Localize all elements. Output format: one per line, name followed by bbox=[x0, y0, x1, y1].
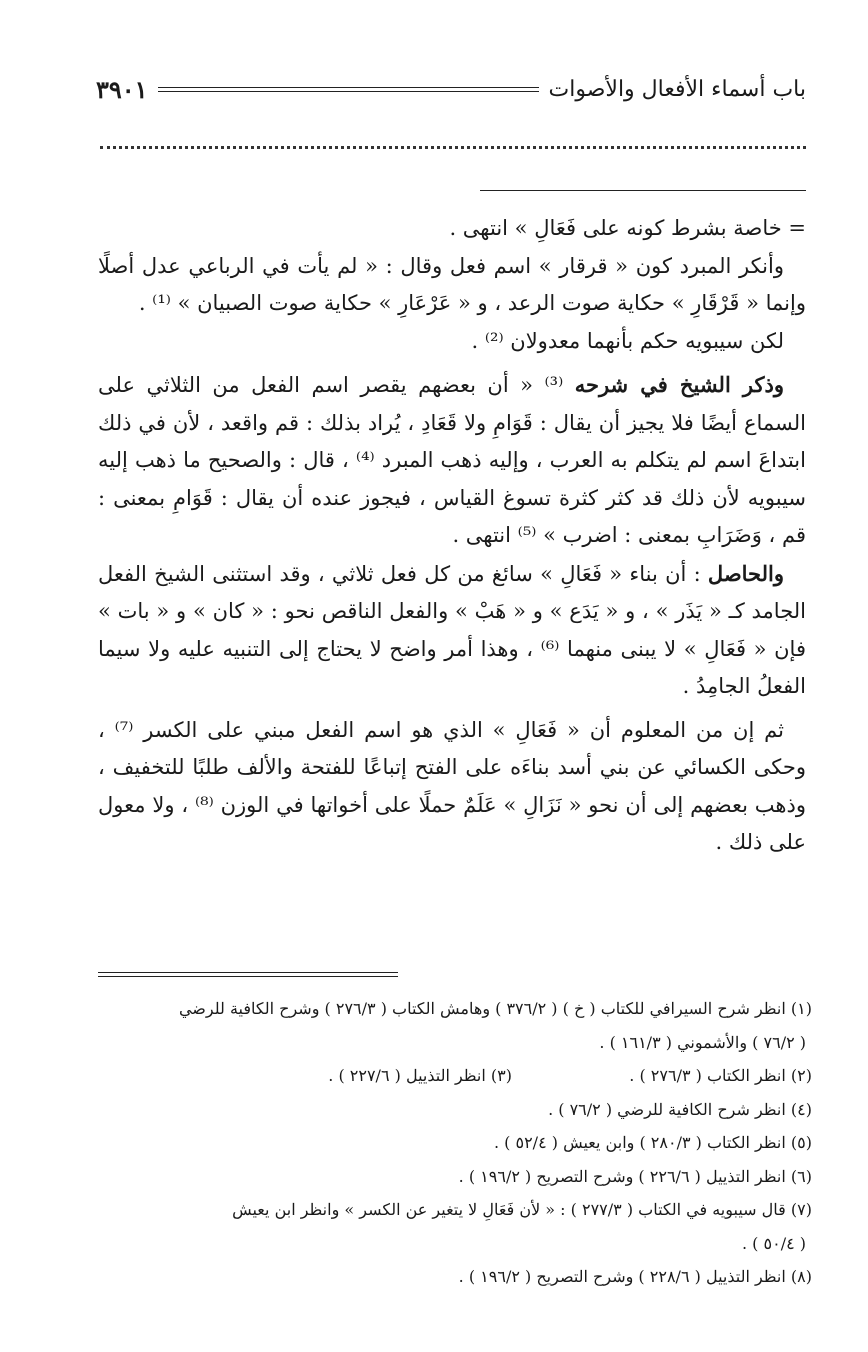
continuation-rule bbox=[480, 190, 806, 191]
dotted-separator bbox=[100, 146, 806, 149]
page-header bbox=[96, 72, 806, 106]
footnote-7: (٧) قال سيبويه في الكتاب ( ٢٧٧/٣ ) : « لأن فَعَالِ لا يتغير عن الكسر » وانظر ابن يعيش bbox=[232, 1200, 812, 1219]
footnote-5: (٥) انظر الكتاب ( ٢٨٠/٣ ) وابن يعيش ( ٥٢/٤ ) . bbox=[493, 1133, 812, 1152]
page-number: ٣٩٠١ bbox=[96, 74, 148, 104]
paragraph-lead: وذكر الشيخ في شرحه bbox=[574, 372, 784, 397]
footnote-1: (١) انظر شرح السيرافي للكتاب ( خ ) ( ٣٧٦/٢ ) وهامش الكتاب ( ٢٧٦/٣ ) وشرح الكافية للرضي bbox=[178, 999, 812, 1018]
paragraph-lead: والحاصل bbox=[707, 560, 784, 586]
footnote-6: (٦) انظر التذييل ( ٢٢٦/٦ ) وشرح التصريح ( ١٩٦/٢ ) . bbox=[458, 1166, 812, 1186]
footnote-rule bbox=[98, 972, 398, 977]
chapter-title: باب أسماء الأفعال والأصوات bbox=[548, 76, 806, 102]
continued-footnote-line: = خاصة بشرط كونه على فَعَالِ » انتهى . bbox=[449, 216, 806, 240]
footnote-8: (٨) انظر التذييل ( ٢٢٨/٦ ) وشرح التصريح ( ١٩٦/٢ ) . bbox=[458, 1267, 812, 1286]
paragraph-shaykh bbox=[98, 366, 806, 555]
footnote-4: (٤) انظر شرح الكافية للرضي ( ٧٦/٢ ) . bbox=[548, 1099, 812, 1119]
footnotes-2-3 bbox=[98, 1059, 812, 1093]
footnote-3: (٣) انظر التذييل ( ٢٢٧/٦ ) . bbox=[328, 1066, 512, 1085]
footnote-2: (٢) انظر الكتاب ( ٢٧٦/٣ ) . bbox=[629, 1066, 812, 1085]
paragraph-summary bbox=[98, 555, 806, 706]
header-rule bbox=[158, 87, 539, 92]
paragraph-text: : أن بناء « فَعَالِ » سائغ من كل فعل ثلاثي ، وقد استثنى الشيخ الفعل الجامد كـ « يَذَر » ، و « يَدَع » و « هَبْ » والفعل الناقص نحو : « كان » و « بات » فإن « فَعَالِ » لا يبنى منهما ⁽⁶⁾ ، وهذا أمر واضح لا يحتاج إلى التنبيه عليه ولا سيما الفعلُ الجامِدُ . bbox=[98, 561, 806, 698]
paragraph-kasr: ثم إن من المعلوم أن « فَعَالِ » الذي هو اسم الفعل مبني على الكسر ⁽⁷⁾ ، وحكى الكسائي عن بني أسد بناءَه على الفتح إتباعًا للفتحة والألف طلبًا للتخفيف ، وذهب بعضهم إلى أن نحو « نَزَالِ » عَلَمٌ حملًا على أخواتها في الوزن ⁽⁸⁾ ، ولا معول على ذلك . bbox=[98, 717, 806, 854]
paragraph-sibawayh: لكن سيبويه حكم بأنهما معدولان ⁽²⁾ . bbox=[471, 328, 784, 353]
footnote-7-continued: ( ٥٠/٤ ) . bbox=[742, 1233, 806, 1253]
footnotes bbox=[98, 992, 812, 1294]
paragraph-text: ⁽³⁾ « أن بعضهم يقصر اسم الفعل من الثلاثي على السماع أيضًا فلا يجيز أن يقال : قَوَامِ ولا قَعَادِ ، يُراد بذلك : قم واقعد ، لأن في ذلك ابتداعَ اسم لم يتكلم به العرب ، وإليه ذهب المبرد ⁽⁴⁾ ، قال : والصحيح ما ذهب إليه سيبويه لأن ذلك قد كثر كثرة تسوغ القياس ، فيجوز عنده أن يقال : قَوَامِ بمعنى : قم ، وَضَرَابِ بمعنى : اضرب » ⁽⁵⁾ انتهى . bbox=[98, 373, 806, 547]
main-text bbox=[98, 210, 806, 862]
footnote-1-continued: ( ٧٦/٢ ) والأشموني ( ١٦١/٣ ) . bbox=[599, 1032, 806, 1052]
paragraph-mubarrad: وأنكر المبرد كون « قرقار » اسم فعل وقال : « لم يأت في الرباعي عدل أصلًا وإنما « قَرْقَارِ » حكاية صوت الرعد ، و « عَرْعَارِ » حكاية صوت الصبيان » ⁽¹⁾ . bbox=[98, 253, 806, 315]
